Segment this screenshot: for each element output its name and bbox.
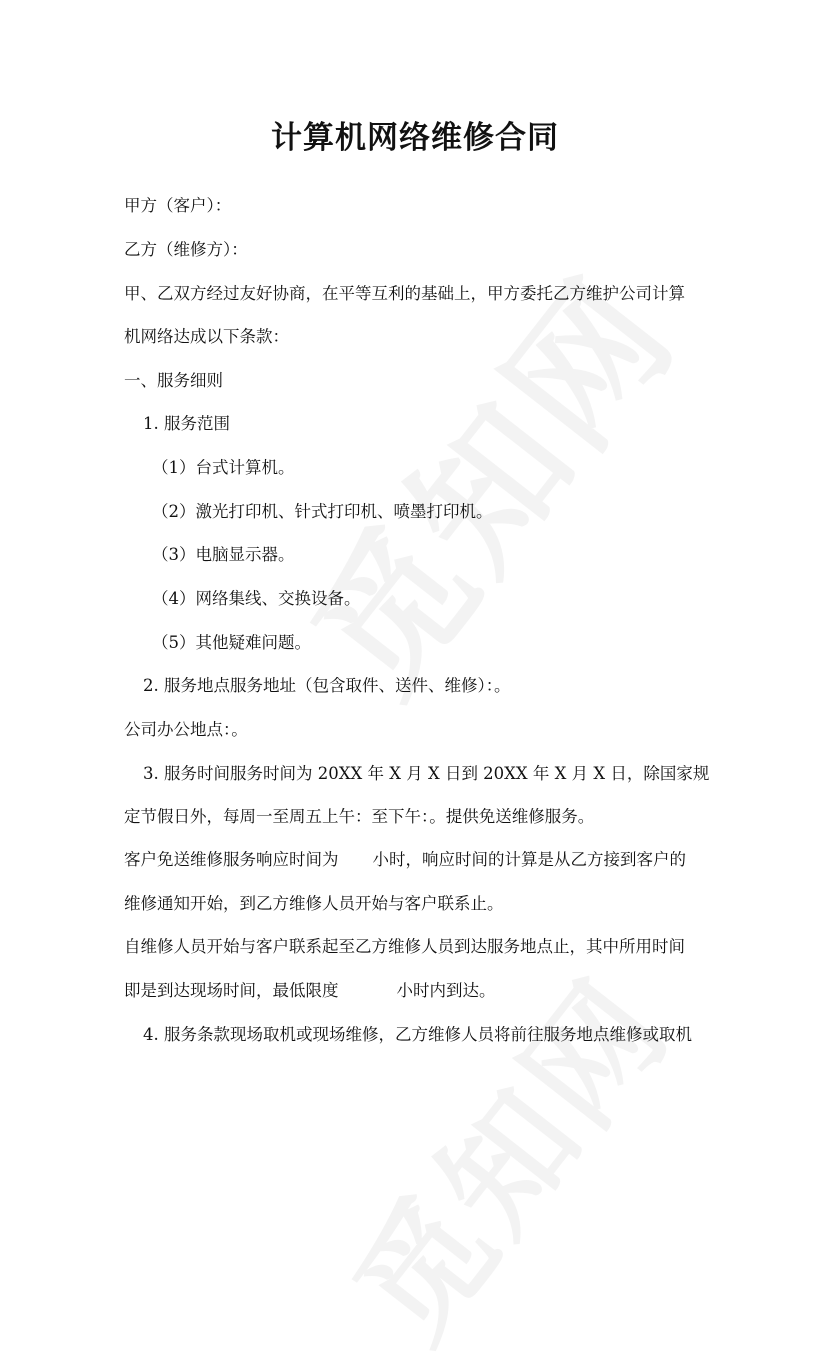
arrival-time-text: 小时内到达。 — [396, 981, 496, 1000]
paragraph-line: 维修通知开始，到乙方维修人员开始与客户联系止。 — [124, 894, 504, 913]
party-a-line: 甲方（客户）： — [124, 196, 232, 215]
response-time-text: 客户免送维修服务响应时间为 — [124, 850, 339, 869]
list-item: （4）网络集线、交换设备。 — [152, 589, 361, 608]
list-item: （2）激光打印机、针式打印机、喷墨打印机。 — [152, 502, 493, 521]
section-heading: 一、服务细则 — [124, 371, 223, 390]
paragraph-line: 公司办公地点：。 — [124, 720, 248, 739]
response-time-text: 小时，响应时间的计算是从乙方接到客户的 — [372, 850, 686, 869]
arrival-time-text: 即是到达现场时间，最低限度 — [124, 981, 339, 1000]
response-time-line — [124, 850, 686, 870]
clause-heading: 4. 服务条款现场取机或现场维修，乙方维修人员将前往服务地点维修或取机 — [143, 1025, 692, 1044]
clause-heading: 1. 服务范围 — [143, 414, 230, 433]
party-b-line: 乙方（维修方）： — [124, 240, 248, 259]
list-item: （3）电脑显示器。 — [152, 545, 295, 564]
paragraph-line: 定节假日外，每周一至周五上午：至下午：。提供免送维修服务。 — [124, 807, 595, 826]
clause-heading: 3. 服务时间服务时间为 20XX 年 X 月 X 日到 20XX 年 X 月 X 日，除国家规 — [143, 764, 710, 783]
arrival-time-line — [124, 981, 496, 1001]
paragraph-line: 甲、乙双方经过友好协商，在平等互利的基础上，甲方委托乙方维护公司计算 — [124, 284, 685, 303]
document-title: 计算机网络维修合同 — [271, 120, 559, 156]
list-item: （5）其他疑难问题。 — [152, 633, 311, 652]
list-item: （1）台式计算机。 — [152, 458, 295, 477]
paragraph-line: 机网络达成以下条款： — [124, 327, 289, 346]
paragraph-line: 自维修人员开始与客户联系起至乙方维修人员到达服务地点止，其中所用时间 — [124, 937, 685, 956]
clause-heading: 2. 服务地点服务地址（包含取件、送件、维修）：。 — [143, 676, 511, 695]
